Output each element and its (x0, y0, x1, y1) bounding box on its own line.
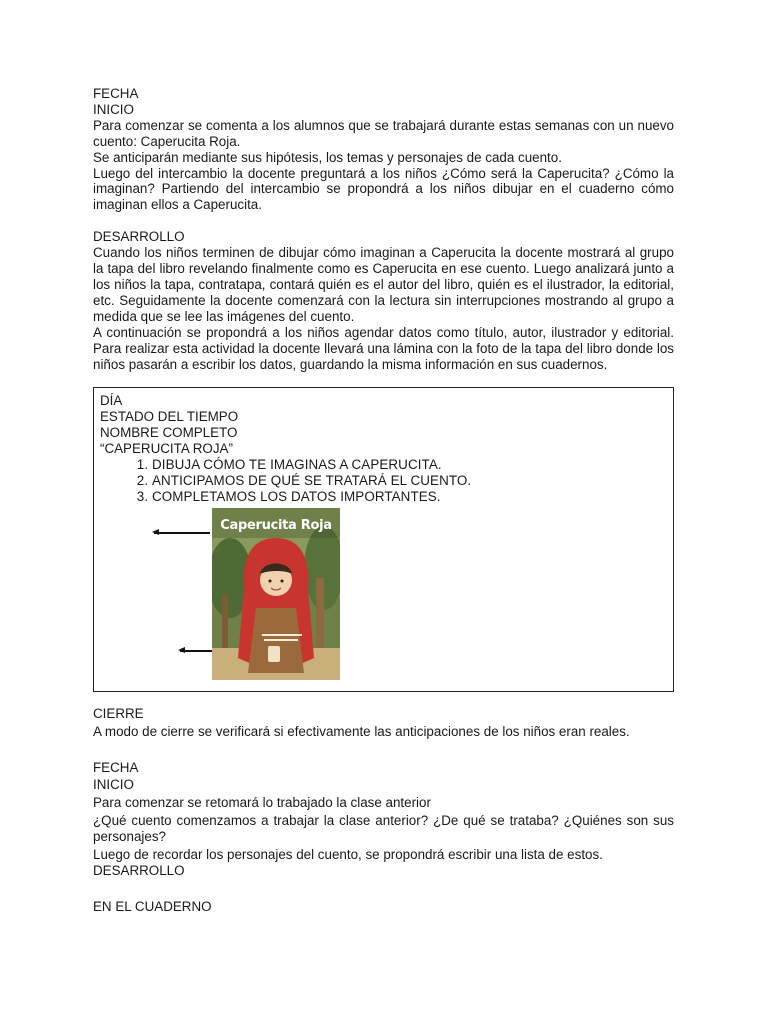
book-cover-image (212, 508, 340, 680)
activity-item: 1. DIBUJA CÓMO TE IMAGINAS A CAPERUCITA. (152, 457, 673, 473)
box-nombre-completo: NOMBRE COMPLETO (100, 425, 238, 441)
inicio-paragraph-2: Se anticiparán mediante sus hipótesis, los temas y personajes de cada cuento. (93, 149, 562, 165)
book-cover-illustration (212, 508, 340, 680)
box-dia: DÍA (100, 393, 123, 409)
activity-item: 2. ANTICIPAMOS DE QUÉ SE TRATARÁ EL CUENTO. (152, 473, 673, 489)
box-estado-tiempo: ESTADO DEL TIEMPO (100, 409, 239, 425)
cierre-paragraph: A modo de cierre se verificará si efectivamente las anticipaciones de los niños eran reales. (93, 724, 630, 740)
cuaderno-heading: EN EL CUADERNO (93, 898, 212, 914)
activity-item: 3. COMPLETAMOS LOS DATOS IMPORTANTES. (152, 489, 673, 505)
activity-box (93, 387, 674, 692)
inicio-heading-2: INICIO (93, 777, 134, 793)
inicio2-paragraph-2: ¿Qué cuento comenzamos a trabajar la clase anterior? ¿De qué se trataba? ¿Quiénes son sus personajes? (93, 812, 674, 844)
inicio2-paragraph-3: Luego de recordar los personajes del cuento, se propondrá escribir una lista de estos. (93, 846, 603, 862)
desarrollo-paragraph-2: A continuación se propondrá a los niños agendar datos como título, autor, ilustrador y editorial. Para realizar esta actividad la docente llevará una lámina con la foto de la tapa del libro donde los niños pasarán a escribir los datos, guardando la misma información en sus cuadernos. (93, 324, 674, 372)
inicio-paragraph-3: Luego del intercambio la docente preguntará a los niños ¿Cómo será la Caperucita? ¿Cómo la imaginan? Partiendo del intercambio se propondrá a los niños dibujar en el cuaderno cómo imaginan ellos a Caperucita. (93, 165, 674, 213)
inicio2-paragraph-1: Para comenzar se retomará lo trabajado la clase anterior (93, 795, 431, 811)
box-story-title: “CAPERUCITA ROJA” (100, 441, 233, 457)
inicio-paragraph-1: Para comenzar se comenta a los alumnos que se trabajará durante estas semanas con un nuevo cuento: Caperucita Roja. (93, 117, 674, 149)
desarrollo-heading-2: DESARROLLO (93, 862, 185, 878)
fecha-heading: FECHA (93, 86, 139, 101)
desarrollo-heading: DESARROLLO (93, 229, 185, 245)
fecha-heading-2: FECHA (93, 760, 139, 776)
inicio-heading: INICIO (93, 101, 134, 117)
cover-title: Caperucita Roja (220, 518, 332, 534)
activity-list (100, 457, 673, 505)
desarrollo-paragraph-1: Cuando los niños terminen de dibujar cómo imaginan a Caperucita la docente mostrará al grupo la tapa del libro revelando finalmente como es Caperucita en ese cuento. Luego analizará junto a los niños la tapa, contratapa, contará quién es el autor del libro, quién es el ilustrador, la editorial, etc. Seguidamente la docente comenzará con la lectura sin interrupciones mostrando al grupo a medida que se lee las imágenes del cuento. (93, 245, 674, 324)
title-arrow-icon (154, 532, 210, 534)
cierre-heading: CIERRE (93, 706, 144, 722)
document-page (93, 86, 674, 914)
